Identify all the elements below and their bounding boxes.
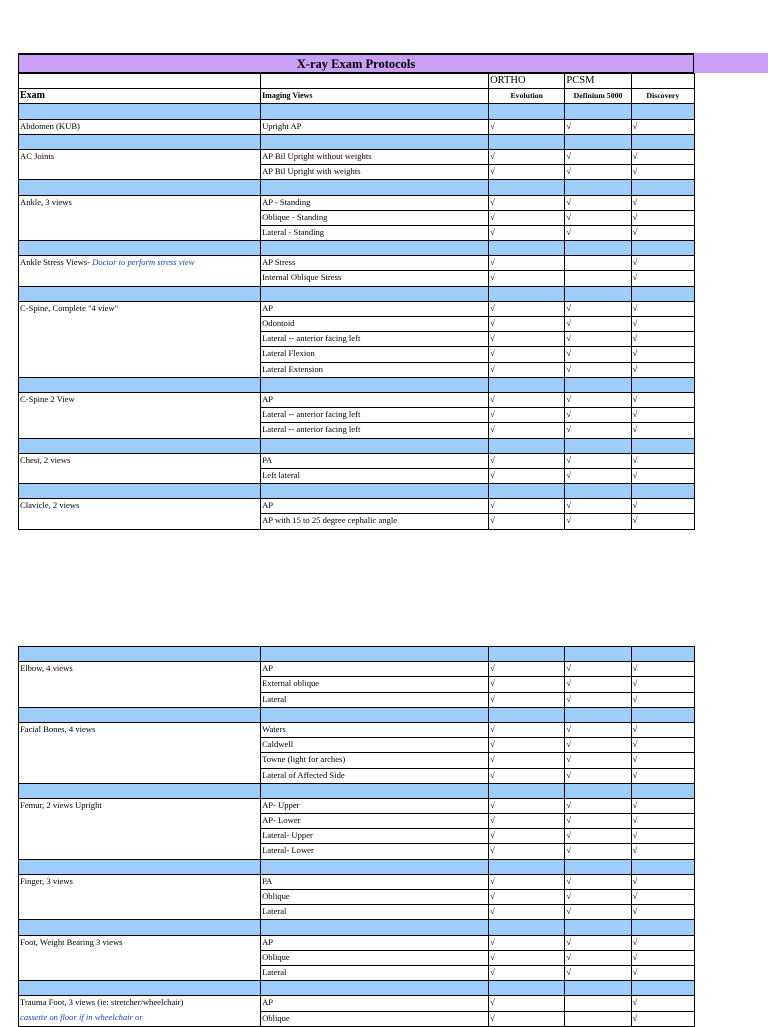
separator-row [19,647,695,662]
exam-column-header: Exam [19,89,261,104]
check-cell: √ [489,935,565,950]
check-cell: √ [631,453,694,468]
table-row [19,905,695,920]
table-row [19,798,695,813]
check-cell: √ [565,798,631,813]
table-row [19,829,695,844]
check-cell: √ [565,392,631,407]
check-cell: √ [489,996,565,1011]
view-cell: Lateral [261,692,489,707]
exam-cell [19,890,261,905]
check-cell: √ [489,753,565,768]
table-row [19,301,695,316]
check-cell: √ [631,844,694,859]
check-cell: √ [631,468,694,483]
view-cell: Oblique [261,1011,489,1026]
view-cell: Oblique [261,950,489,965]
check-cell: √ [631,499,694,514]
check-cell: √ [489,844,565,859]
table-row [19,722,695,737]
exam-cell [19,905,261,920]
check-cell: √ [489,362,565,377]
table-row [19,738,695,753]
view-cell: AP - Standing [261,195,489,210]
check-cell: √ [565,874,631,889]
view-cell: Lateral Extension [261,362,489,377]
view-cell: External oblique [261,677,489,692]
exam-cell [19,165,261,180]
check-cell: √ [631,332,694,347]
view-cell: AP Bil Upright with weights [261,165,489,180]
check-cell: √ [631,965,694,980]
check-cell: √ [631,722,694,737]
exam-cell [19,935,261,950]
check-cell: √ [565,195,631,210]
check-cell: √ [631,829,694,844]
group-pcsm-label: PCSM [565,74,631,89]
exam-cell [19,722,261,737]
check-cell: √ [565,362,631,377]
check-cell: √ [631,935,694,950]
exam-cell [19,453,261,468]
check-cell: √ [489,1011,565,1026]
separator-row [19,981,695,996]
exam-name: Finger, 3 views [20,875,73,886]
exam-name: Clavicle, 2 views [20,500,80,511]
separator-row [19,377,695,392]
exam-name: C-Spine 2 View [20,393,75,404]
check-cell: √ [565,722,631,737]
check-cell: √ [565,165,631,180]
page-title: X-ray Exam Protocols [18,53,694,73]
check-cell: √ [631,798,694,813]
view-cell: AP [261,301,489,316]
check-cell: √ [489,195,565,210]
exam-cell [19,210,261,225]
view-cell: Lateral - Standing [261,225,489,240]
table-row [19,814,695,829]
check-cell: √ [489,149,565,164]
table-row [19,423,695,438]
exam-cell [19,362,261,377]
table-row [19,935,695,950]
check-cell: √ [565,499,631,514]
exam-note: cassette on floor if in wheelchair or [20,1012,143,1022]
check-cell: √ [565,514,631,529]
exam-cell [19,874,261,889]
exam-cell [19,225,261,240]
table-row [19,844,695,859]
view-cell: Oblique - Standing [261,210,489,225]
separator-row [19,438,695,453]
check-cell: √ [565,468,631,483]
exam-cell [19,677,261,692]
separator-row [19,134,695,149]
check-cell: √ [489,890,565,905]
check-cell: √ [631,874,694,889]
exam-cell [19,844,261,859]
check-cell: √ [489,738,565,753]
table-row [19,271,695,286]
check-cell: √ [489,677,565,692]
exam-cell [19,950,261,965]
check-cell: √ [631,1011,694,1026]
check-cell: √ [565,210,631,225]
check-cell: √ [631,149,694,164]
check-cell: √ [489,347,565,362]
table-row [19,677,695,692]
view-cell: Odontoid [261,317,489,332]
exam-cell [19,195,261,210]
group-ortho-label: ORTHO [489,74,565,89]
exam-cell [19,317,261,332]
table-row [19,874,695,889]
exam-name: Elbow, 4 views [20,663,73,674]
exam-cell [19,423,261,438]
check-cell: √ [565,453,631,468]
exam-cell [19,692,261,707]
exam-cell [19,256,261,271]
check-cell: √ [489,119,565,134]
check-cell: √ [631,768,694,783]
check-cell: √ [565,692,631,707]
exam-cell [19,301,261,316]
check-cell: √ [565,301,631,316]
check-cell: √ [565,768,631,783]
check-cell: √ [565,890,631,905]
check-cell: √ [489,499,565,514]
check-cell: √ [631,996,694,1011]
exam-cell [19,753,261,768]
exam-cell [19,499,261,514]
check-cell: √ [631,301,694,316]
table-row [19,768,695,783]
check-cell: √ [565,347,631,362]
exam-name: Ankle Stress Views- [20,257,90,268]
table-row [19,753,695,768]
separator-row [19,859,695,874]
check-cell: √ [565,423,631,438]
table-row [19,514,695,529]
exam-cell [19,392,261,407]
check-cell: √ [631,225,694,240]
check-cell: √ [489,965,565,980]
check-cell: √ [631,814,694,829]
check-cell: √ [565,753,631,768]
view-cell: PA [261,453,489,468]
check-cell: √ [565,829,631,844]
separator-row [19,707,695,722]
check-cell: √ [489,392,565,407]
check-cell: √ [631,271,694,286]
separator-row [19,241,695,256]
check-cell: √ [489,301,565,316]
view-cell: PA [261,874,489,889]
view-cell: Left lateral [261,468,489,483]
view-cell: AP [261,935,489,950]
view-cell: AP Stress [261,256,489,271]
check-cell: √ [631,165,694,180]
check-cell: √ [631,677,694,692]
check-cell [565,271,631,286]
check-cell [565,256,631,271]
exam-cell [19,468,261,483]
exam-cell [19,965,261,980]
check-cell [565,996,631,1011]
separator-row [19,920,695,935]
evolution-column-header: Evolution [489,89,565,104]
check-cell: √ [489,814,565,829]
view-cell: Lateral of Affected Side [261,768,489,783]
table-row [19,362,695,377]
protocol-table-2 [18,646,695,1027]
view-cell: AP with 15 to 25 degree cephalic angle [261,514,489,529]
check-cell: √ [631,408,694,423]
check-cell: √ [489,423,565,438]
view-cell: Lateral- Lower [261,844,489,859]
table-row [19,149,695,164]
table-row [19,965,695,980]
table-row [19,890,695,905]
check-cell: √ [489,692,565,707]
check-cell: √ [631,753,694,768]
protocol-table-1 [18,73,695,530]
check-cell: √ [489,468,565,483]
view-cell: Towne (light for arches) [261,753,489,768]
check-cell: √ [631,392,694,407]
check-cell: √ [631,662,694,677]
view-cell: Oblique [261,890,489,905]
check-cell: √ [631,195,694,210]
check-cell: √ [489,798,565,813]
view-cell: Caldwell [261,738,489,753]
view-cell: AP Bil Upright without weights [261,149,489,164]
check-cell: √ [631,210,694,225]
check-cell: √ [631,738,694,753]
views-column-header: Imaging Views [261,89,489,104]
table-row [19,392,695,407]
system-group-header-row [19,74,695,89]
check-cell: √ [489,225,565,240]
table-row [19,950,695,965]
check-cell: √ [489,514,565,529]
table-row [19,453,695,468]
check-cell: √ [489,271,565,286]
check-cell: √ [631,256,694,271]
check-cell: √ [565,408,631,423]
exam-name: Facial Bones, 4 views [20,723,96,734]
check-cell: √ [565,225,631,240]
view-cell: AP [261,392,489,407]
exam-name: Ankle, 3 views [20,196,72,207]
check-cell: √ [565,844,631,859]
check-cell: √ [489,722,565,737]
check-cell: √ [489,829,565,844]
check-cell: √ [565,119,631,134]
check-cell: √ [565,905,631,920]
check-cell: √ [565,317,631,332]
exam-cell [19,768,261,783]
check-cell: √ [631,905,694,920]
check-cell: √ [489,874,565,889]
check-cell: √ [631,514,694,529]
exam-name: Femur, 2 views Upright [20,799,102,810]
view-cell: AP [261,662,489,677]
separator-row [19,104,695,119]
table-row [19,256,695,271]
exam-cell [19,996,261,1011]
check-cell: √ [631,890,694,905]
check-cell: √ [565,677,631,692]
check-cell: √ [489,768,565,783]
check-cell: √ [631,423,694,438]
view-cell: AP- Lower [261,814,489,829]
view-cell: AP- Upper [261,798,489,813]
exam-cell [19,271,261,286]
check-cell: √ [565,738,631,753]
column-header-row [19,89,695,104]
view-cell: Lateral -- anterior facing left [261,423,489,438]
exam-cell [19,408,261,423]
check-cell: √ [565,965,631,980]
check-cell: √ [565,935,631,950]
view-cell: Upright AP [261,119,489,134]
table-row [19,317,695,332]
exam-cell [19,514,261,529]
check-cell: √ [565,332,631,347]
view-cell: AP [261,996,489,1011]
check-cell: √ [489,905,565,920]
exam-note: Doctor to perform stress view [92,257,195,268]
view-cell: Lateral- Upper [261,829,489,844]
view-cell: AP [261,499,489,514]
exam-name: Foot, Weight Bearing 3 views [20,936,123,947]
exam-cell [19,798,261,813]
view-cell: Waters [261,722,489,737]
view-cell: Lateral -- anterior facing left [261,332,489,347]
exam-cell [19,814,261,829]
exam-cell [19,829,261,844]
table-row [19,347,695,362]
exam-cell [19,119,261,134]
table-row [19,408,695,423]
exam-name: Trauma Foot, 3 views (ie: stretcher/wheelchair) [20,997,184,1008]
check-cell: √ [489,332,565,347]
check-cell: √ [565,149,631,164]
separator-row [19,180,695,195]
check-cell: √ [489,408,565,423]
table-row [19,210,695,225]
check-cell: √ [631,950,694,965]
check-cell: √ [565,950,631,965]
view-cell: Lateral Flexion [261,347,489,362]
separator-row [19,783,695,798]
separator-row [19,286,695,301]
check-cell: √ [565,814,631,829]
check-cell: √ [631,362,694,377]
view-cell: Lateral [261,965,489,980]
check-cell: √ [489,662,565,677]
check-cell: √ [631,317,694,332]
check-cell: √ [489,165,565,180]
exam-cell [19,662,261,677]
table-row [19,195,695,210]
exam-name: AC Joints [20,150,55,161]
check-cell: √ [489,210,565,225]
table-row [19,996,695,1011]
table-row [19,225,695,240]
exam-cell [19,332,261,347]
check-cell: √ [565,662,631,677]
table-row [19,332,695,347]
view-cell: Lateral [261,905,489,920]
check-cell: √ [489,256,565,271]
view-cell: Lateral -- anterior facing left [261,408,489,423]
table-row [19,692,695,707]
separator-row [19,484,695,499]
definium-column-header: Definium 5000 [565,89,631,104]
discovery-column-header: Discovery [631,89,694,104]
table-row [19,119,695,134]
table-row [19,662,695,677]
exam-name: C-Spine, Complete "4 view" [20,302,119,313]
view-cell: Internal Oblique Stress [261,271,489,286]
table-row [19,499,695,514]
check-cell: √ [631,119,694,134]
table-row [19,468,695,483]
exam-name: Chest, 2 views [20,454,71,465]
check-cell: √ [631,347,694,362]
check-cell: √ [489,950,565,965]
exam-cell [19,149,261,164]
exam-cell [19,347,261,362]
table-row [19,165,695,180]
exam-name: Abdomen (KUB) [20,120,80,131]
check-cell: √ [489,317,565,332]
exam-cell [19,738,261,753]
check-cell: √ [489,453,565,468]
check-cell: √ [631,692,694,707]
